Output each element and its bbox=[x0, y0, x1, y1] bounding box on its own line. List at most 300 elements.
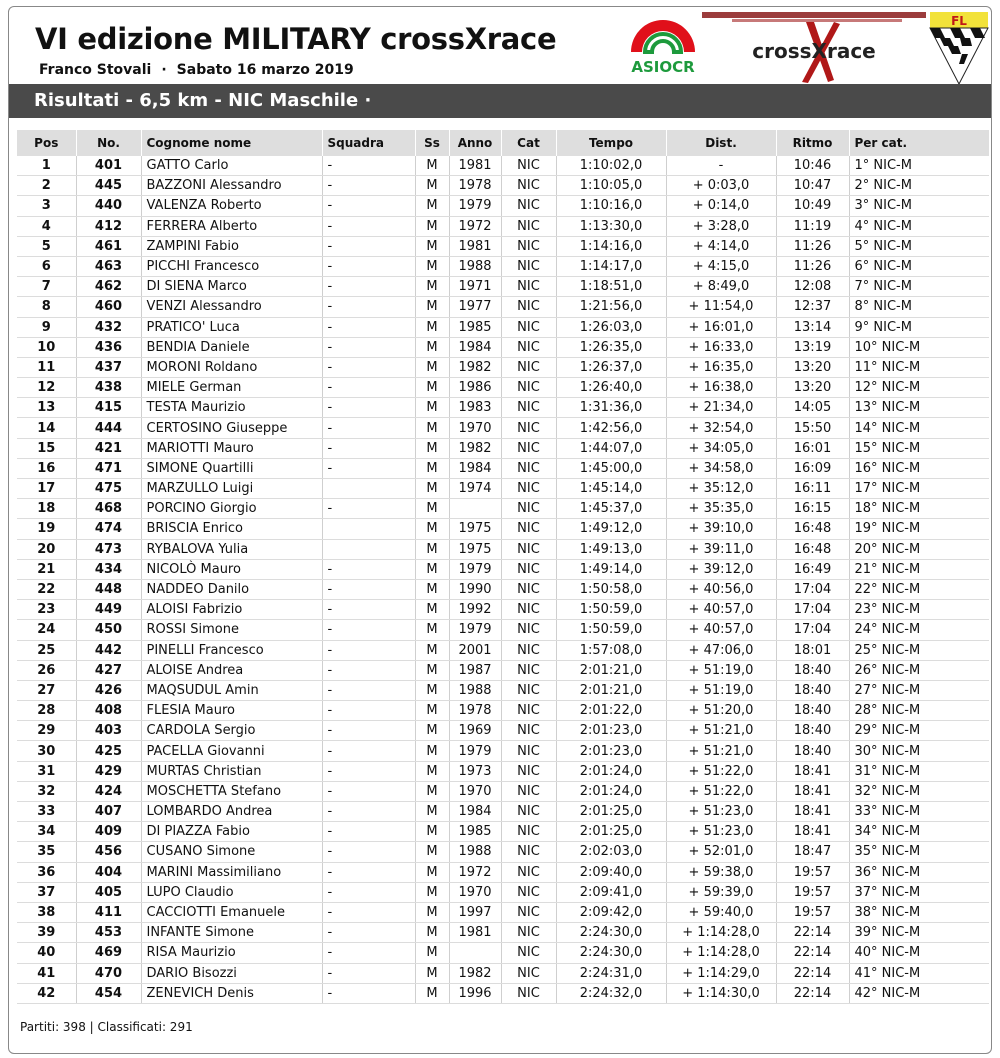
cell-bib: 474 bbox=[76, 519, 141, 539]
cell-name: FERRERA Alberto bbox=[141, 216, 322, 236]
cell-name: LOMBARDO Andrea bbox=[141, 802, 322, 822]
table-row bbox=[17, 499, 989, 519]
cell-pos: 28 bbox=[17, 701, 76, 721]
table-row bbox=[17, 479, 989, 499]
cell-time: 2:09:42,0 bbox=[556, 902, 666, 922]
cell-cat-rank: 31° NIC-M bbox=[849, 761, 989, 781]
cell-pos: 1 bbox=[17, 156, 76, 176]
cell-cat: NIC bbox=[501, 781, 556, 801]
results-title: Risultati - 6,5 km - NIC Maschile · bbox=[34, 90, 372, 111]
cell-team: - bbox=[322, 458, 415, 478]
cell-time: 1:10:02,0 bbox=[556, 156, 666, 176]
cell-cat: NIC bbox=[501, 337, 556, 357]
cell-pace: 13:14 bbox=[776, 317, 849, 337]
cell-pos: 35 bbox=[17, 842, 76, 862]
col-header-cat-rank: Per cat. bbox=[849, 130, 989, 156]
cell-gap: + 4:14,0 bbox=[666, 236, 776, 256]
cell-gap: - bbox=[666, 156, 776, 176]
cell-gap: + 51:23,0 bbox=[666, 802, 776, 822]
cell-team: - bbox=[322, 741, 415, 761]
cell-gap: + 35:35,0 bbox=[666, 499, 776, 519]
cell-gap: + 1:14:28,0 bbox=[666, 923, 776, 943]
cell-pace: 16:48 bbox=[776, 519, 849, 539]
cell-year: 1975 bbox=[449, 539, 501, 559]
cell-pos: 32 bbox=[17, 781, 76, 801]
cell-pos: 7 bbox=[17, 277, 76, 297]
subtitle-separator: · bbox=[161, 62, 167, 78]
cell-cat-rank: 16° NIC-M bbox=[849, 458, 989, 478]
cell-name: MORONI Roldano bbox=[141, 357, 322, 377]
cell-cat-rank: 13° NIC-M bbox=[849, 398, 989, 418]
col-header-pos: Pos bbox=[17, 130, 76, 156]
cell-cat: NIC bbox=[501, 579, 556, 599]
cell-pace: 18:41 bbox=[776, 802, 849, 822]
cell-sex: M bbox=[415, 680, 449, 700]
cell-team: - bbox=[322, 196, 415, 216]
cell-gap: + 34:58,0 bbox=[666, 458, 776, 478]
cell-team: - bbox=[322, 640, 415, 660]
cell-cat-rank: 11° NIC-M bbox=[849, 357, 989, 377]
cell-pace: 12:08 bbox=[776, 277, 849, 297]
cell-name: PRATICO' Luca bbox=[141, 317, 322, 337]
table-row bbox=[17, 983, 989, 1003]
cell-team: - bbox=[322, 923, 415, 943]
cell-cat-rank: 3° NIC-M bbox=[849, 196, 989, 216]
table-row bbox=[17, 317, 989, 337]
cell-cat-rank: 2° NIC-M bbox=[849, 176, 989, 196]
table-row bbox=[17, 337, 989, 357]
cell-pos: 38 bbox=[17, 902, 76, 922]
cell-cat: NIC bbox=[501, 357, 556, 377]
cell-name: MIELE German bbox=[141, 378, 322, 398]
cell-team: - bbox=[322, 943, 415, 963]
cell-gap: + 34:05,0 bbox=[666, 438, 776, 458]
cell-time: 1:45:37,0 bbox=[556, 499, 666, 519]
cell-year: 1984 bbox=[449, 337, 501, 357]
cell-year: 1970 bbox=[449, 418, 501, 438]
table-row bbox=[17, 842, 989, 862]
cell-cat: NIC bbox=[501, 519, 556, 539]
cell-name: MOSCHETTA Stefano bbox=[141, 781, 322, 801]
cell-name: PINELLI Francesco bbox=[141, 640, 322, 660]
cell-team bbox=[322, 539, 415, 559]
cell-cat: NIC bbox=[501, 721, 556, 741]
cell-team: - bbox=[322, 216, 415, 236]
cell-year: 1981 bbox=[449, 923, 501, 943]
cell-pos: 17 bbox=[17, 479, 76, 499]
table-row bbox=[17, 802, 989, 822]
cell-bib: 454 bbox=[76, 983, 141, 1003]
cell-bib: 438 bbox=[76, 378, 141, 398]
cell-cat-rank: 6° NIC-M bbox=[849, 256, 989, 276]
cell-gap: + 3:28,0 bbox=[666, 216, 776, 236]
cell-bib: 449 bbox=[76, 600, 141, 620]
cell-cat: NIC bbox=[501, 479, 556, 499]
cell-gap: + 51:23,0 bbox=[666, 822, 776, 842]
table-row bbox=[17, 862, 989, 882]
cell-pace: 11:26 bbox=[776, 236, 849, 256]
cell-team: - bbox=[322, 317, 415, 337]
table-row bbox=[17, 781, 989, 801]
cell-time: 2:01:25,0 bbox=[556, 802, 666, 822]
cell-cat-rank: 33° NIC-M bbox=[849, 802, 989, 822]
cell-bib: 456 bbox=[76, 842, 141, 862]
cell-time: 1:31:36,0 bbox=[556, 398, 666, 418]
cell-year: 1985 bbox=[449, 317, 501, 337]
cell-gap: + 51:19,0 bbox=[666, 660, 776, 680]
table-row bbox=[17, 216, 989, 236]
table-row bbox=[17, 559, 989, 579]
table-row bbox=[17, 701, 989, 721]
cell-team: - bbox=[322, 398, 415, 418]
cell-time: 1:50:59,0 bbox=[556, 620, 666, 640]
cell-gap: + 39:10,0 bbox=[666, 519, 776, 539]
table-row bbox=[17, 741, 989, 761]
cell-pos: 12 bbox=[17, 378, 76, 398]
cell-sex: M bbox=[415, 176, 449, 196]
cell-time: 1:45:00,0 bbox=[556, 458, 666, 478]
cell-gap: + 40:56,0 bbox=[666, 579, 776, 599]
cell-name: NICOLÒ Mauro bbox=[141, 559, 322, 579]
cell-year: 1988 bbox=[449, 680, 501, 700]
cell-pos: 10 bbox=[17, 337, 76, 357]
cell-bib: 436 bbox=[76, 337, 141, 357]
cell-gap: + 11:54,0 bbox=[666, 297, 776, 317]
cell-bib: 434 bbox=[76, 559, 141, 579]
cell-year: 1982 bbox=[449, 438, 501, 458]
table-row bbox=[17, 176, 989, 196]
cell-cat-rank: 18° NIC-M bbox=[849, 499, 989, 519]
cell-bib: 409 bbox=[76, 822, 141, 842]
cell-year: 1978 bbox=[449, 176, 501, 196]
cell-name: ZAMPINI Fabio bbox=[141, 236, 322, 256]
cell-pos: 19 bbox=[17, 519, 76, 539]
cell-pace: 18:40 bbox=[776, 721, 849, 741]
cell-bib: 453 bbox=[76, 923, 141, 943]
cell-sex: M bbox=[415, 236, 449, 256]
cell-cat: NIC bbox=[501, 559, 556, 579]
cell-sex: M bbox=[415, 741, 449, 761]
cell-pos: 8 bbox=[17, 297, 76, 317]
cell-time: 1:26:03,0 bbox=[556, 317, 666, 337]
cell-gap: + 47:06,0 bbox=[666, 640, 776, 660]
cell-pace: 15:50 bbox=[776, 418, 849, 438]
cell-time: 2:01:24,0 bbox=[556, 781, 666, 801]
cell-bib: 460 bbox=[76, 297, 141, 317]
cell-cat: NIC bbox=[501, 923, 556, 943]
cell-year: 1988 bbox=[449, 842, 501, 862]
cell-team: - bbox=[322, 862, 415, 882]
cell-name: PORCINO Giorgio bbox=[141, 499, 322, 519]
cell-team: - bbox=[322, 781, 415, 801]
table-row bbox=[17, 519, 989, 539]
cell-year: 1969 bbox=[449, 721, 501, 741]
footer-summary: Partiti: 398 | Classificati: 291 bbox=[20, 1020, 193, 1034]
cell-pos: 37 bbox=[17, 882, 76, 902]
cell-pace: 18:41 bbox=[776, 822, 849, 842]
cell-gap: + 1:14:30,0 bbox=[666, 983, 776, 1003]
cell-bib: 468 bbox=[76, 499, 141, 519]
cell-sex: M bbox=[415, 458, 449, 478]
table-row bbox=[17, 418, 989, 438]
cell-pace: 18:41 bbox=[776, 761, 849, 781]
cell-year: 1984 bbox=[449, 802, 501, 822]
cell-name: BENDIA Daniele bbox=[141, 337, 322, 357]
cell-year: 1981 bbox=[449, 236, 501, 256]
cell-year: 1974 bbox=[449, 479, 501, 499]
cell-cat: NIC bbox=[501, 983, 556, 1003]
cell-bib: 437 bbox=[76, 357, 141, 377]
cell-cat: NIC bbox=[501, 620, 556, 640]
cell-team: - bbox=[322, 660, 415, 680]
cell-gap: + 16:38,0 bbox=[666, 378, 776, 398]
cell-time: 2:24:30,0 bbox=[556, 943, 666, 963]
cell-time: 1:49:13,0 bbox=[556, 539, 666, 559]
cell-pos: 15 bbox=[17, 438, 76, 458]
cell-bib: 408 bbox=[76, 701, 141, 721]
cell-name: LUPO Claudio bbox=[141, 882, 322, 902]
cell-pos: 13 bbox=[17, 398, 76, 418]
cell-cat-rank: 27° NIC-M bbox=[849, 680, 989, 700]
cell-sex: M bbox=[415, 378, 449, 398]
cell-pace: 11:19 bbox=[776, 216, 849, 236]
cell-time: 1:57:08,0 bbox=[556, 640, 666, 660]
cell-name: CERTOSINO Giuseppe bbox=[141, 418, 322, 438]
cell-gap: + 51:22,0 bbox=[666, 781, 776, 801]
cell-cat-rank: 25° NIC-M bbox=[849, 640, 989, 660]
cell-pace: 14:05 bbox=[776, 398, 849, 418]
cell-sex: M bbox=[415, 337, 449, 357]
cell-cat: NIC bbox=[501, 297, 556, 317]
cell-year: 1979 bbox=[449, 559, 501, 579]
cell-name: VALENZA Roberto bbox=[141, 196, 322, 216]
cell-name: BRISCIA Enrico bbox=[141, 519, 322, 539]
cell-time: 2:02:03,0 bbox=[556, 842, 666, 862]
cell-team: - bbox=[322, 802, 415, 822]
cell-year: 1984 bbox=[449, 458, 501, 478]
cell-bib: 469 bbox=[76, 943, 141, 963]
cell-cat-rank: 1° NIC-M bbox=[849, 156, 989, 176]
cell-year: 1997 bbox=[449, 902, 501, 922]
cell-bib: 407 bbox=[76, 802, 141, 822]
cell-sex: M bbox=[415, 418, 449, 438]
table-row bbox=[17, 620, 989, 640]
cell-gap: + 39:11,0 bbox=[666, 539, 776, 559]
cell-name: MURTAS Christian bbox=[141, 761, 322, 781]
table-row bbox=[17, 277, 989, 297]
asiocr-logo bbox=[624, 14, 702, 78]
cell-bib: 473 bbox=[76, 539, 141, 559]
cell-sex: M bbox=[415, 317, 449, 337]
cell-gap: + 16:35,0 bbox=[666, 357, 776, 377]
cell-cat-rank: 14° NIC-M bbox=[849, 418, 989, 438]
cell-pos: 29 bbox=[17, 721, 76, 741]
cell-cat-rank: 41° NIC-M bbox=[849, 963, 989, 983]
cell-sex: M bbox=[415, 297, 449, 317]
cell-pace: 19:57 bbox=[776, 882, 849, 902]
crossxrace-logo-text: crossXrace bbox=[752, 39, 876, 63]
cell-pace: 16:15 bbox=[776, 499, 849, 519]
col-header-time: Tempo bbox=[556, 130, 666, 156]
cell-cat: NIC bbox=[501, 842, 556, 862]
cell-time: 1:21:56,0 bbox=[556, 297, 666, 317]
cell-sex: M bbox=[415, 398, 449, 418]
cell-gap: + 51:20,0 bbox=[666, 701, 776, 721]
cell-sex: M bbox=[415, 156, 449, 176]
cell-gap: + 4:15,0 bbox=[666, 256, 776, 276]
col-header-year: Anno bbox=[449, 130, 501, 156]
cell-cat: NIC bbox=[501, 741, 556, 761]
cell-gap: + 51:21,0 bbox=[666, 721, 776, 741]
cell-gap: + 1:14:28,0 bbox=[666, 943, 776, 963]
cell-pace: 18:41 bbox=[776, 781, 849, 801]
cell-sex: M bbox=[415, 640, 449, 660]
cell-cat-rank: 20° NIC-M bbox=[849, 539, 989, 559]
cell-year: 2001 bbox=[449, 640, 501, 660]
cell-time: 2:09:41,0 bbox=[556, 882, 666, 902]
cell-pos: 41 bbox=[17, 963, 76, 983]
cell-time: 2:01:23,0 bbox=[556, 721, 666, 741]
table-row bbox=[17, 398, 989, 418]
cell-year: 1983 bbox=[449, 398, 501, 418]
table-row bbox=[17, 680, 989, 700]
cell-year: 1981 bbox=[449, 156, 501, 176]
cell-bib: 442 bbox=[76, 640, 141, 660]
cell-time: 1:10:16,0 bbox=[556, 196, 666, 216]
cell-time: 2:09:40,0 bbox=[556, 862, 666, 882]
page-title: VI edizione MILITARY crossXrace bbox=[35, 22, 557, 56]
cell-pace: 16:48 bbox=[776, 539, 849, 559]
cell-bib: 415 bbox=[76, 398, 141, 418]
cell-name: NADDEO Danilo bbox=[141, 579, 322, 599]
cell-sex: M bbox=[415, 499, 449, 519]
cell-bib: 432 bbox=[76, 317, 141, 337]
cell-sex: M bbox=[415, 216, 449, 236]
table-row bbox=[17, 378, 989, 398]
cell-pos: 39 bbox=[17, 923, 76, 943]
cell-gap: + 35:12,0 bbox=[666, 479, 776, 499]
cell-team: - bbox=[322, 761, 415, 781]
cell-year: 1988 bbox=[449, 256, 501, 276]
cell-gap: + 0:03,0 bbox=[666, 176, 776, 196]
cell-pace: 10:46 bbox=[776, 156, 849, 176]
cell-cat: NIC bbox=[501, 902, 556, 922]
cell-cat: NIC bbox=[501, 398, 556, 418]
cell-name: GATTO Carlo bbox=[141, 156, 322, 176]
cell-team: - bbox=[322, 176, 415, 196]
cell-pos: 23 bbox=[17, 600, 76, 620]
table-row bbox=[17, 882, 989, 902]
cell-team bbox=[322, 479, 415, 499]
cell-pos: 40 bbox=[17, 943, 76, 963]
cell-cat-rank: 17° NIC-M bbox=[849, 479, 989, 499]
cell-cat-rank: 7° NIC-M bbox=[849, 277, 989, 297]
cell-gap: + 51:19,0 bbox=[666, 680, 776, 700]
cell-gap: + 52:01,0 bbox=[666, 842, 776, 862]
cell-team: - bbox=[322, 277, 415, 297]
cell-cat-rank: 24° NIC-M bbox=[849, 620, 989, 640]
cell-sex: M bbox=[415, 701, 449, 721]
col-header-no: No. bbox=[76, 130, 141, 156]
cell-time: 1:26:37,0 bbox=[556, 357, 666, 377]
cell-team: - bbox=[322, 156, 415, 176]
cell-year: 1978 bbox=[449, 701, 501, 721]
cell-cat-rank: 23° NIC-M bbox=[849, 600, 989, 620]
cell-time: 1:26:35,0 bbox=[556, 337, 666, 357]
cell-pace: 22:14 bbox=[776, 983, 849, 1003]
cell-bib: 475 bbox=[76, 479, 141, 499]
cell-time: 2:24:32,0 bbox=[556, 983, 666, 1003]
cell-year: 1982 bbox=[449, 963, 501, 983]
cell-sex: M bbox=[415, 479, 449, 499]
cell-year: 1975 bbox=[449, 519, 501, 539]
cell-cat-rank: 9° NIC-M bbox=[849, 317, 989, 337]
cell-cat-rank: 42° NIC-M bbox=[849, 983, 989, 1003]
cell-time: 2:01:25,0 bbox=[556, 822, 666, 842]
cell-bib: 401 bbox=[76, 156, 141, 176]
cell-sex: M bbox=[415, 822, 449, 842]
cell-sex: M bbox=[415, 620, 449, 640]
cell-pos: 16 bbox=[17, 458, 76, 478]
cell-name: PACELLA Giovanni bbox=[141, 741, 322, 761]
cell-sex: M bbox=[415, 660, 449, 680]
cell-sex: M bbox=[415, 882, 449, 902]
cell-bib: 445 bbox=[76, 176, 141, 196]
cell-cat: NIC bbox=[501, 882, 556, 902]
cell-pace: 18:01 bbox=[776, 640, 849, 660]
cell-team: - bbox=[322, 680, 415, 700]
cell-bib: 471 bbox=[76, 458, 141, 478]
cell-cat: NIC bbox=[501, 660, 556, 680]
cell-gap: + 16:33,0 bbox=[666, 337, 776, 357]
cell-team: - bbox=[322, 438, 415, 458]
cell-cat-rank: 22° NIC-M bbox=[849, 579, 989, 599]
cell-pos: 2 bbox=[17, 176, 76, 196]
cell-bib: 412 bbox=[76, 216, 141, 236]
cell-name: VENZI Alessandro bbox=[141, 297, 322, 317]
cell-cat: NIC bbox=[501, 963, 556, 983]
cell-sex: M bbox=[415, 862, 449, 882]
cell-time: 1:10:05,0 bbox=[556, 176, 666, 196]
cell-cat-rank: 4° NIC-M bbox=[849, 216, 989, 236]
cell-bib: 440 bbox=[76, 196, 141, 216]
cell-year bbox=[449, 943, 501, 963]
cell-time: 2:24:30,0 bbox=[556, 923, 666, 943]
results-table bbox=[17, 130, 989, 1004]
cell-time: 2:24:31,0 bbox=[556, 963, 666, 983]
cell-sex: M bbox=[415, 983, 449, 1003]
cell-cat: NIC bbox=[501, 600, 556, 620]
cell-team: - bbox=[322, 559, 415, 579]
cell-pos: 26 bbox=[17, 660, 76, 680]
cell-bib: 448 bbox=[76, 579, 141, 599]
cell-time: 1:49:12,0 bbox=[556, 519, 666, 539]
cell-pos: 3 bbox=[17, 196, 76, 216]
table-row bbox=[17, 660, 989, 680]
cell-pace: 13:20 bbox=[776, 378, 849, 398]
cell-pos: 27 bbox=[17, 680, 76, 700]
cell-gap: + 39:12,0 bbox=[666, 559, 776, 579]
cell-time: 2:01:22,0 bbox=[556, 701, 666, 721]
cell-year: 1973 bbox=[449, 761, 501, 781]
cell-cat-rank: 5° NIC-M bbox=[849, 236, 989, 256]
cell-cat: NIC bbox=[501, 256, 556, 276]
cell-name: CUSANO Simone bbox=[141, 842, 322, 862]
cell-bib: 463 bbox=[76, 256, 141, 276]
cell-pace: 12:37 bbox=[776, 297, 849, 317]
cell-cat-rank: 29° NIC-M bbox=[849, 721, 989, 741]
cell-pace: 19:57 bbox=[776, 902, 849, 922]
